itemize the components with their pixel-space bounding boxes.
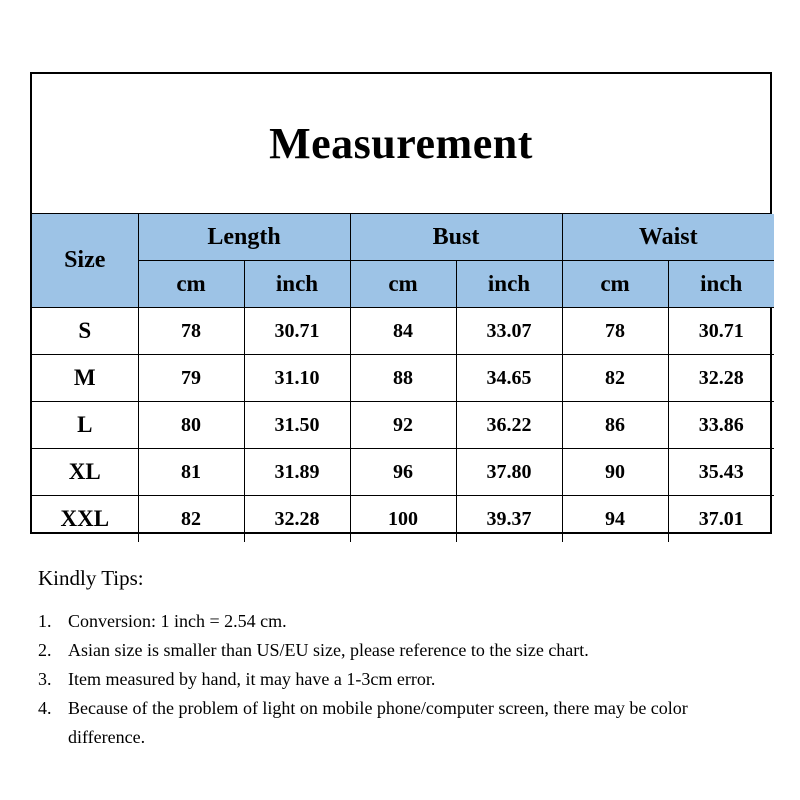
tip-text: Conversion: 1 inch = 2.54 cm. <box>68 611 287 631</box>
value-cell: 88 <box>350 355 456 402</box>
value-cell: 32.28 <box>668 355 774 402</box>
value-cell: 33.07 <box>456 308 562 355</box>
group-header-bust: Bust <box>350 214 562 261</box>
size-cell: XXL <box>32 496 138 543</box>
tips-heading: Kindly Tips: <box>38 566 144 590</box>
value-cell: 82 <box>138 496 244 543</box>
value-cell: 79 <box>138 355 244 402</box>
value-cell: 100 <box>350 496 456 543</box>
size-table <box>32 214 774 542</box>
size-cell: S <box>32 308 138 355</box>
table-row <box>32 308 774 355</box>
value-cell: 81 <box>138 449 244 496</box>
unit-header: cm <box>562 261 668 308</box>
tip-text: Item measured by hand, it may have a 1-3cm error. <box>68 669 436 689</box>
table-row <box>32 402 774 449</box>
value-cell: 34.65 <box>456 355 562 402</box>
group-header-length: Length <box>138 214 350 261</box>
table-row <box>32 496 774 543</box>
tip-number: 3. <box>38 669 52 689</box>
value-cell: 90 <box>562 449 668 496</box>
kindly-tips <box>38 566 768 752</box>
value-cell: 39.37 <box>456 496 562 543</box>
size-header: Size <box>32 214 138 308</box>
value-cell: 30.71 <box>244 308 350 355</box>
header-row-units <box>32 261 774 308</box>
value-cell: 84 <box>350 308 456 355</box>
unit-header: inch <box>244 261 350 308</box>
value-cell: 31.89 <box>244 449 350 496</box>
value-cell: 37.80 <box>456 449 562 496</box>
value-cell: 35.43 <box>668 449 774 496</box>
list-item <box>38 607 768 636</box>
value-cell: 92 <box>350 402 456 449</box>
group-header-waist: Waist <box>562 214 774 261</box>
size-chart <box>30 72 772 534</box>
size-cell: M <box>32 355 138 402</box>
tip-number: 2. <box>38 640 52 660</box>
size-cell: L <box>32 402 138 449</box>
value-cell: 31.50 <box>244 402 350 449</box>
value-cell: 32.28 <box>244 496 350 543</box>
title-row <box>32 74 770 214</box>
value-cell: 78 <box>562 308 668 355</box>
value-cell: 82 <box>562 355 668 402</box>
header-row-groups <box>32 214 774 261</box>
unit-header: cm <box>350 261 456 308</box>
value-cell: 37.01 <box>668 496 774 543</box>
tip-number: 4. <box>38 698 52 718</box>
tip-number: 1. <box>38 611 52 631</box>
list-item <box>38 636 768 665</box>
value-cell: 36.22 <box>456 402 562 449</box>
tips-list <box>38 607 768 752</box>
tip-text: Because of the problem of light on mobile phone/computer screen, there may be color difference. <box>68 698 688 747</box>
value-cell: 86 <box>562 402 668 449</box>
value-cell: 78 <box>138 308 244 355</box>
size-cell: XL <box>32 449 138 496</box>
table-row <box>32 355 774 402</box>
unit-header: cm <box>138 261 244 308</box>
unit-header: inch <box>668 261 774 308</box>
unit-header: inch <box>456 261 562 308</box>
value-cell: 96 <box>350 449 456 496</box>
list-item <box>38 694 768 752</box>
chart-title: Measurement <box>269 119 533 168</box>
table-row <box>32 449 774 496</box>
list-item <box>38 665 768 694</box>
value-cell: 30.71 <box>668 308 774 355</box>
value-cell: 80 <box>138 402 244 449</box>
value-cell: 31.10 <box>244 355 350 402</box>
value-cell: 94 <box>562 496 668 543</box>
tip-text: Asian size is smaller than US/EU size, please reference to the size chart. <box>68 640 589 660</box>
value-cell: 33.86 <box>668 402 774 449</box>
